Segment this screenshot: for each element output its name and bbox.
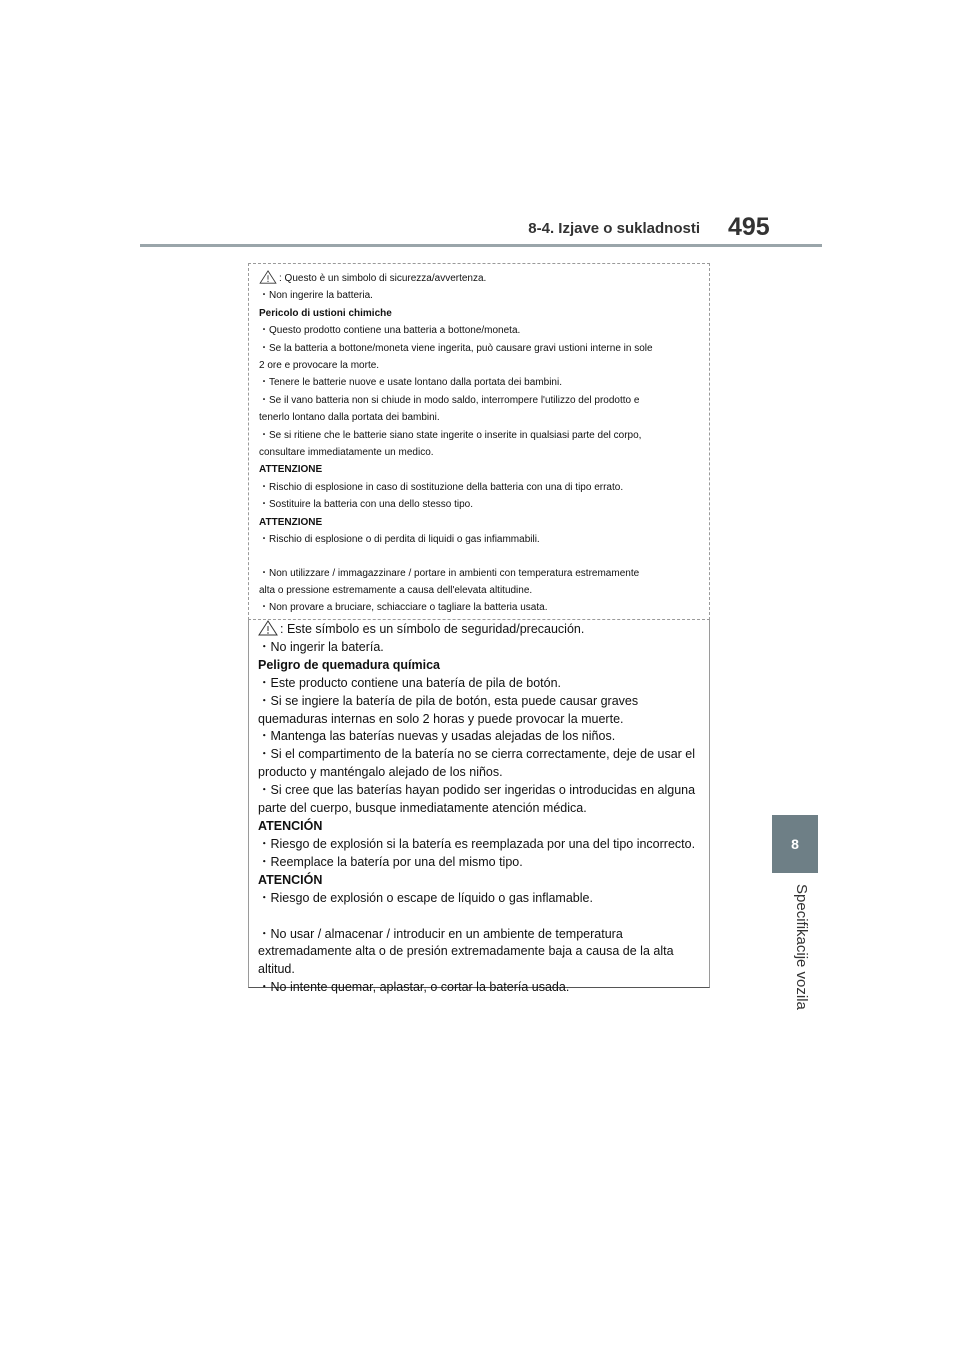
es-line: producto y manténgalo alejado de los niños. (258, 765, 503, 780)
es-line: ・No usar / almacenar / introducir en un ambiente de temperatura (258, 926, 623, 941)
it-line: ・Se si ritiene che le batterie siano state ingerite o inserite in qualsiasi parte del corpo, (259, 429, 642, 441)
it-line: : Questo è un simbolo di sicurezza/avvertenza. (259, 270, 699, 287)
it-line: tenerlo lontano dalla portata dei bambini. (259, 412, 440, 424)
it-heading: ATTENZIONE (259, 516, 323, 528)
warning-triangle-icon (259, 270, 277, 284)
es-line: ・No ingerir la batería. (258, 639, 384, 654)
es-line: ・No intente quemar, aplastar, o cortar la batería usada. (258, 980, 570, 995)
it-line: ・Rischio di esplosione in caso di sostituzione della batteria con una di tipo errato. (259, 481, 624, 493)
notice-italian (248, 263, 710, 620)
it-line: ・Non ingerire la batteria. (259, 290, 373, 302)
es-line: parte del cuerpo, busque inmediatamente atención médica. (258, 801, 587, 816)
it-line: ・Se la batteria a bottone/moneta viene ingerita, può causare gravi ustioni interne in sole (259, 342, 653, 354)
es-line: ・Reemplace la batería por una del mismo tipo. (258, 854, 523, 869)
it-line: alta o pressione estremamente a causa dell'elevata altitudine. (259, 584, 533, 596)
notice-spanish (248, 620, 710, 995)
es-line: ・Este producto contiene una batería de pila de botón. (258, 675, 561, 690)
es-line: altitud. (258, 962, 295, 977)
es-line: quemaduras internas en solo 2 horas y puede provocar la muerte. (258, 711, 624, 726)
chapter-label: Specifikacije vozila (793, 884, 810, 1010)
warning-triangle-icon (258, 620, 278, 636)
es-line: ・Si se ingiere la batería de pila de botón, esta puede causar graves (258, 693, 639, 708)
es-line: ・Riesgo de explosión o escape de líquido o gas inflamable. (258, 890, 593, 905)
it-heading: Pericolo di ustioni chimiche (259, 307, 392, 319)
it-line: 2 ore e provocare la morte. (259, 360, 380, 372)
it-line: consultare immediatamente un medico. (259, 447, 434, 459)
es-line: extremadamente alta o de presión extremadamente baja a causa de la alta (258, 944, 674, 959)
it-line: ・Tenere le batterie nuove e usate lontano dalla portata dei bambini. (259, 377, 562, 389)
it-line: ・Rischio di esplosione o di perdita di liquidi o gas infiammabili. (259, 534, 540, 546)
it-line: ・Sostituire la batteria con una dello stesso tipo. (259, 499, 474, 511)
es-line: ・Mantenga las baterías nuevas y usadas alejadas de los niños. (258, 729, 616, 744)
it-line: ・Non provare a bruciare, schiacciare o tagliare la batteria usata. (259, 602, 548, 614)
chapter-tab: 8 (772, 815, 818, 873)
es-heading: Peligro de quemadura química (258, 657, 440, 672)
es-line: ・Si el compartimento de la batería no se cierra correctamente, deje de usar el (258, 747, 696, 762)
header-rule (140, 244, 822, 247)
es-line: ・Si cree que las baterías hayan podido ser ingeridas o introducidas en alguna (258, 783, 696, 798)
es-line: ・Riesgo de explosión si la batería es reemplazada por una del tipo incorrecto. (258, 836, 696, 851)
it-line: ・Non utilizzare / immagazzinare / portare in ambienti con temperatura estremamente (259, 567, 640, 579)
section-title: 8-4. Izjave o sukladnosti (528, 220, 700, 237)
it-line: ・Se il vano batteria non si chiude in modo saldo, interrompere l'utilizzo del prodotto e (259, 394, 640, 406)
es-heading: ATENCIÓN (258, 872, 323, 887)
es-line: : Este símbolo es un símbolo de seguridad/precaución. (258, 620, 699, 639)
it-line: ・Questo prodotto contiene una batteria a bottone/moneta. (259, 325, 521, 337)
it-heading: ATTENZIONE (259, 464, 323, 476)
es-heading: ATENCIÓN (258, 818, 323, 833)
page-number: 495 (728, 213, 770, 241)
